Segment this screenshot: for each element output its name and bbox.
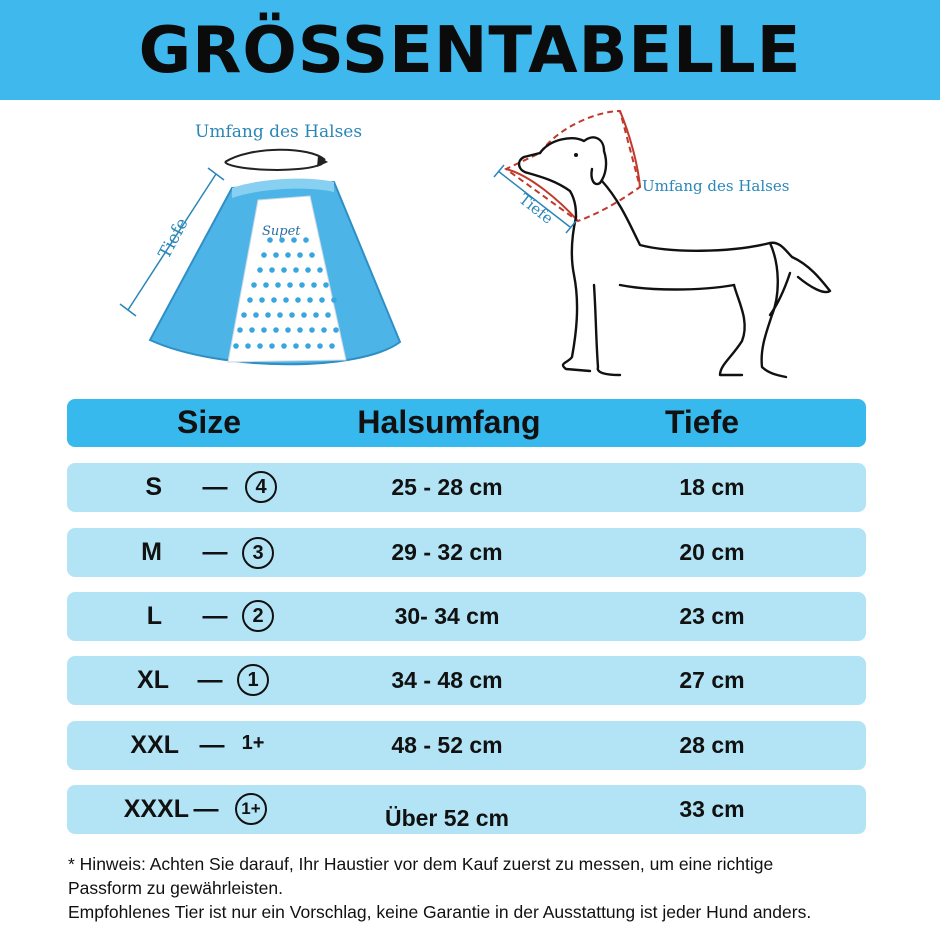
size-marker: 1+ xyxy=(241,732,265,754)
table-row xyxy=(67,528,866,577)
size-label: XXXL xyxy=(123,795,189,823)
size-marker: 4 xyxy=(245,471,277,503)
header-depth: Tiefe xyxy=(664,404,740,440)
dog-silhouette xyxy=(519,137,830,377)
neck-value: 30- 34 cm xyxy=(394,603,500,629)
header-size: Size xyxy=(176,404,242,440)
neck-value: 29 - 32 cm xyxy=(391,539,503,565)
cone-neck-label: Umfang des Halses xyxy=(195,122,363,142)
depth-value: 27 cm xyxy=(679,667,745,693)
size-label: L xyxy=(146,602,162,630)
size-marker: 2 xyxy=(242,600,274,632)
size-label: XXL xyxy=(130,731,179,759)
depth-value: 23 cm xyxy=(679,603,745,629)
table-header xyxy=(67,399,866,447)
table-row xyxy=(67,592,866,641)
dash: — xyxy=(193,795,219,823)
neck-value: 25 - 28 cm xyxy=(391,474,503,500)
table-row xyxy=(67,656,866,705)
cone-depth-label: Tiefe xyxy=(154,214,193,263)
size-marker: 1 xyxy=(237,664,269,696)
cone-illustration xyxy=(110,110,410,380)
dash: — xyxy=(202,538,228,566)
table-row xyxy=(67,785,866,834)
depth-value: 18 cm xyxy=(679,474,745,500)
neck-value: 34 - 48 cm xyxy=(391,667,503,693)
dog-neck-label: Umfang des Halses xyxy=(642,177,790,195)
rotation-arrow-icon xyxy=(225,150,325,162)
depth-value: 33 cm xyxy=(679,796,745,822)
depth-value: 28 cm xyxy=(679,732,745,758)
note-line-1: * Hinweis: Achten Sie darauf, Ihr Haustier vor dem Kauf zuerst zu messen, um eine richtige xyxy=(68,854,774,874)
size-label: M xyxy=(141,538,162,566)
note-line-3: Empfohlenes Tier ist nur ein Vorschlag, keine Garantie in der Ausstattung ist jeder Hund anders. xyxy=(68,902,812,922)
table-row xyxy=(67,721,866,770)
page-title: GRÖSSENTABELLE xyxy=(138,14,802,88)
table-row xyxy=(67,463,866,512)
dash: — xyxy=(197,666,223,694)
header-neck: Halsumfang xyxy=(357,404,541,440)
title-banner xyxy=(0,0,940,100)
size-marker: 1+ xyxy=(235,793,267,825)
dog-depth-label: Tiefe xyxy=(515,189,557,228)
depth-value: 20 cm xyxy=(679,539,745,565)
dash: — xyxy=(199,731,225,759)
size-label: S xyxy=(145,473,162,501)
size-label: XL xyxy=(137,666,169,694)
dash: — xyxy=(202,602,228,630)
size-marker: 3 xyxy=(242,537,274,569)
neck-value: Über 52 cm xyxy=(384,805,509,831)
neck-value: 48 - 52 cm xyxy=(391,732,503,758)
note-line-2: Passform zu gewährleisten. xyxy=(68,878,283,898)
dog-illustration xyxy=(480,105,860,395)
cone-brand-label: Supet xyxy=(262,224,301,239)
dash: — xyxy=(202,473,228,501)
